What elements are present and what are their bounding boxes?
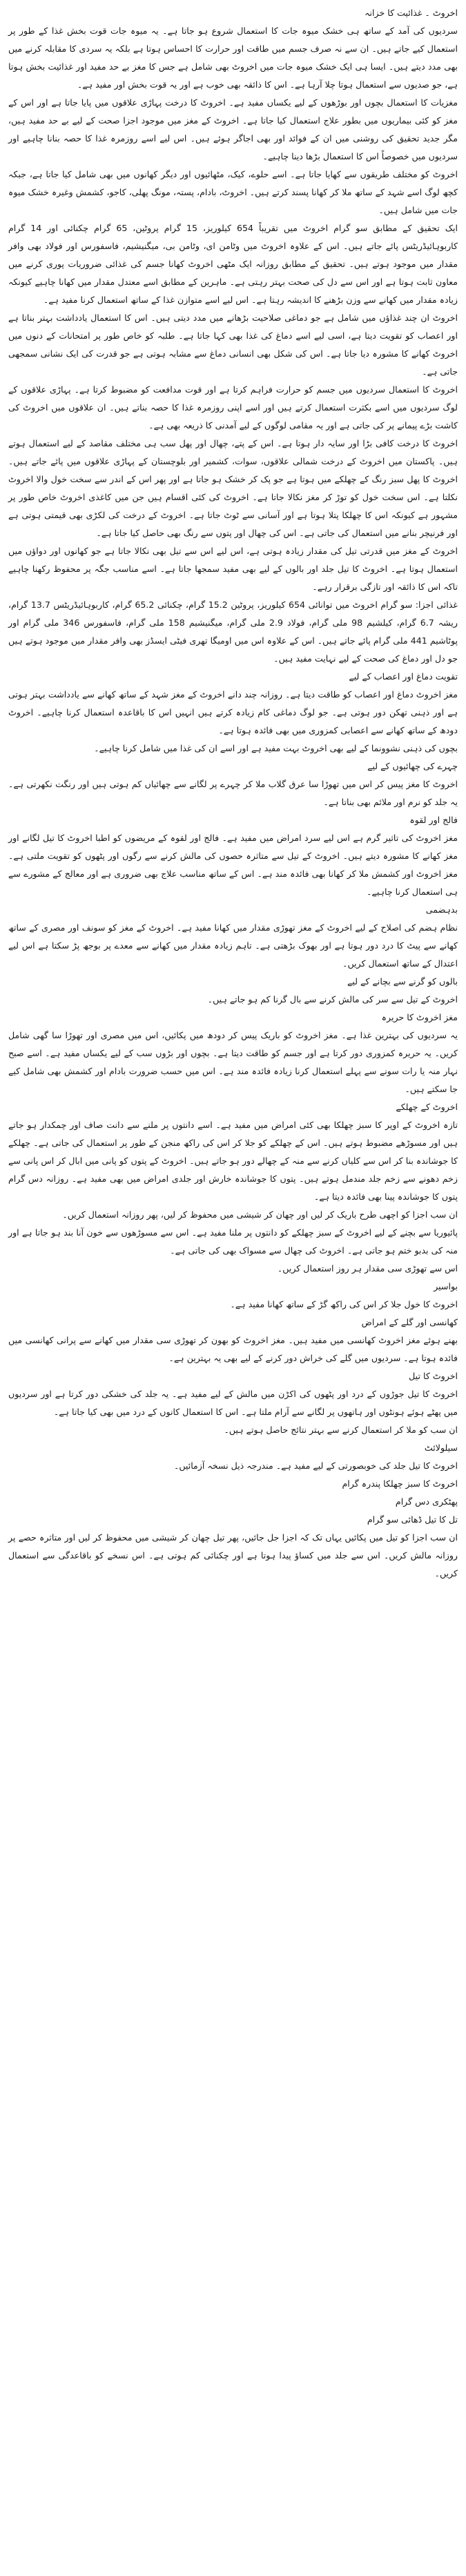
paragraph: اخروٹ کا سبز چھلکا پندرہ گرام — [342, 1478, 458, 1489]
paragraph: یہ سردیوں کی بہترین غذا ہے۔ مغز اخروٹ کو باریک پیس کر دودھ میں پکائیں، اس میں مصری اور تھوڑا سا گھی شامل کریں۔ یہ حریرہ کمزوری دور کرتا ہے اور جسم کو طاقت دیتا ہے۔ بچوں اور بڑوں سب کے لیے یکساں مفید ہے۔ اسے صبح نہار منہ یا رات سونے سے پہلے استعمال کرنا زیادہ فائدہ مند ہے۔ اس میں حسب ضرورت بادام اور کشمش بھی شامل کیے جا سکتے ہیں۔ — [8, 1030, 458, 1094]
section-heading: اخروٹ کا تیل — [409, 1371, 458, 1381]
paragraph: اخروٹ کو مختلف طریقوں سے کھایا جاتا ہے۔ اسے حلوے، کیک، مٹھائیوں اور دیگر کھانوں میں بھی شامل کیا جاتا ہے، جبکہ کچھ لوگ اسے شہد کے ساتھ ملا کر کھانا پسند کرتے ہیں۔ اخروٹ، بادام، پستہ، مونگ پھلی، کاجو، کشمش وغیرہ خشک میوہ جات میں شامل ہیں۔ — [8, 169, 458, 215]
article-body — [8, 22, 458, 1583]
paragraph: ان سب کو ملا کر استعمال کرنے سے بہتر نتائج حاصل ہوتے ہیں۔ — [224, 1425, 458, 1435]
paragraph: اخروٹ ان چند غذاؤں میں شامل ہے جو دماغی صلاحیت بڑھانے میں مدد دیتی ہیں۔ اس کا استعمال یادداشت بہتر بناتا ہے اور اعصاب کو تقویت دیتا ہے، اسی لیے اسے دماغ کی غذا بھی کہا جاتا ہے۔ طلبہ کو خاص طور پر امتحانات کے دنوں میں اخروٹ کھانے کا مشورہ دیا جاتا ہے۔ اس کی شکل بھی انسانی دماغ سے مشابہ ہوتی ہے جو قدرت کی ایک نشانی سمجھی جاتی ہے۔ — [8, 313, 458, 377]
paragraph: تازہ اخروٹ کے اوپر کا سبز چھلکا بھی کئی امراض میں مفید ہے۔ اسے دانتوں پر ملنے سے دانت صاف اور چمکدار ہو جاتے ہیں اور مسوڑھے مضبوط ہوتے ہیں۔ اس کے چھلکے کو جلا کر اس کی راکھ منجن کے طور پر استعمال کی جاتی ہے۔ چھلکے کا جوشاندہ بنا کر اس سے کلیاں کرنے سے منہ کے چھالے دور ہو جاتے ہیں۔ اخروٹ کے پتوں کو پانی میں ابال کر اس پانی سے زخم دھونے سے زخم جلد مندمل ہوتے ہیں۔ پتوں کا جوشاندہ خارش اور جلدی امراض میں بھی مفید ہے۔ روزانہ دس گرام پتوں کا جوشاندہ پینا بھی فائدہ دیتا ہے۔ — [8, 1120, 458, 1202]
paragraph: اس سے تھوڑی سی مقدار ہر روز استعمال کریں۔ — [277, 1263, 458, 1274]
paragraph: اخروٹ کا تیل جلد کی خوبصورتی کے لیے مفید ہے۔ مندرجہ ذیل نسخہ آزمائیں۔ — [173, 1460, 458, 1471]
paragraph: اخروٹ کا مغز پیس کر اس میں تھوڑا سا عرق گلاب ملا کر چہرے پر لگانے سے چھائیاں کم ہوتی ہیں اور رنگت نکھرتی ہے۔ یہ جلد کو نرم اور ملائم بھی بناتا ہے۔ — [8, 779, 458, 807]
paragraph: ایک تحقیق کے مطابق سو گرام اخروٹ میں تقریباً 654 کیلوریز، 15 گرام پروٹین، 65 گرام چکنائی اور 14 گرام کاربوہائیڈریٹس پائے جاتے ہیں۔ اس کے علاوہ اخروٹ میں وٹامن ای، وٹامن بی، میگنیشیم، فاسفورس اور فولاد بھی وافر مقدار میں موجود ہوتے ہیں۔ تحقیق کے مطابق روزانہ ایک مٹھی اخروٹ کھانا جسم کی غذائی ضروریات پوری کرنے میں معاون ثابت ہوتا ہے اور اس سے دل کی صحت بہتر رہتی ہے۔ ماہرین کے مطابق اسے معتدل مقدار میں کھانا چاہیے کیونکہ زیادہ مقدار میں کھانے سے وزن بڑھنے کا اندیشہ رہتا ہے۔ اس لیے اسے متوازن غذا کے ساتھ استعمال کرنا مفید ہے۔ — [8, 223, 458, 305]
section-heading: کھانسی اور گلے کے امراض — [361, 1317, 458, 1327]
paragraph: مغز اخروٹ دماغ اور اعصاب کو طاقت دیتا ہے۔ روزانہ چند دانے اخروٹ کے مغز شہد کے ساتھ کھانے سے یادداشت بہتر ہوتی ہے اور ذہنی تھکن دور ہوتی ہے۔ جو لوگ دماغی کام زیادہ کرتے ہیں انہیں اس کا باقاعدہ استعمال کرنا چاہیے۔ اخروٹ دودھ کے ساتھ کھانے سے اعصابی کمزوری میں بھی فائدہ ہوتا ہے۔ — [8, 689, 458, 735]
section-heading: سیلولائٹ — [424, 1443, 458, 1453]
paragraph: بھنے ہوئے مغز اخروٹ کھانسی میں مفید ہیں۔ مغز اخروٹ کو بھون کر تھوڑی سی مقدار میں کھانے سے پرانی کھانسی میں فائدہ ہوتا ہے۔ سردیوں میں گلے کی خراش دور کرنے کے لیے بھی یہ بہترین ہے۔ — [8, 1335, 458, 1363]
paragraph: اخروٹ کا خول جلا کر اس کی راکھ گڑ کے ساتھ کھانا مفید ہے۔ — [230, 1299, 458, 1309]
article-title: اخروٹ ۔ غذائیت کا خزانہ — [365, 8, 458, 18]
paragraph: پائیوریا سے بچنے کے لیے اخروٹ کے سبز چھلکے کو دانتوں پر ملنا مفید ہے۔ اس سے مسوڑھوں سے خون آنا بند ہو جاتا ہے اور منہ کی بدبو ختم ہو جاتی ہے۔ اخروٹ کی چھال سے مسواک بھی کی جاتی ہے۔ — [8, 1227, 458, 1256]
paragraph: پھٹکری دس گرام — [395, 1496, 458, 1507]
section-heading: بواسیر — [434, 1281, 458, 1291]
paragraph: سردیوں کی آمد کے ساتھ ہی خشک میوہ جات کا استعمال شروع ہو جاتا ہے۔ یہ میوہ جات قوت بخش غذا کے طور پر استعمال کیے جاتے ہیں۔ ان سے نہ صرف جسم میں طاقت اور حرارت کا احساس ہوتا ہے بلکہ یہ سردی کا مقابلہ کرنے میں بھی مدد دیتے ہیں۔ ایسا ہی ایک خشک میوہ جات میں اخروٹ بھی شامل ہے جس کا مغز بے حد مفید اور غذائیت بخش ہوتا ہے، جو صدیوں سے استعمال ہوتا چلا آرہا ہے۔ اس کا ذائقہ بھی خوب ہے اور یہ قوت بخش اور مفید ہے۔ — [8, 26, 458, 90]
paragraph: ان سب اجزا کو اچھی طرح باریک کر لیں اور چھان کر شیشی میں محفوظ کر لیں، پھر روزانہ استعمال کریں۔ — [62, 1209, 458, 1220]
paragraph: غذائی اجزا: سو گرام اخروٹ میں توانائی 654 کیلوریز، پروٹین 15.2 گرام، چکنائی 65.2 گرام، کاربوہائیڈریٹس 13.7 گرام، ریشہ 6.7 گرام، کیلشیم 98 ملی گرام، فولاد 2.9 ملی گرام، میگنیشیم 158 ملی گرام، فاسفورس 346 ملی گرام اور پوٹاشیم 441 ملی گرام پائے جاتے ہیں۔ اس کے علاوہ اس میں اومیگا تھری فیٹی ایسڈز بھی وافر مقدار میں موجود ہوتے ہیں جو دل اور دماغ کی صحت کے لیے نہایت مفید ہیں۔ — [8, 600, 458, 664]
paragraph: مغز اخروٹ کی تاثیر گرم ہے اس لیے سرد امراض میں مفید ہے۔ فالج اور لقوہ کے مریضوں کو اطبا اخروٹ کا تیل لگانے اور مغز کھانے کا مشورہ دیتے ہیں۔ اخروٹ کے تیل سے متاثرہ حصوں کی مالش کرنے سے رگوں اور پٹھوں کو تقویت ملتی ہے۔ مغز اخروٹ اور کشمش ملا کر کھانا بھی فائدہ مند ہے۔ اس کے ساتھ مناسب علاج بھی ضروری ہے اور معالج کے مشورے سے ہی استعمال کرنا چاہیے۔ — [8, 833, 458, 897]
paragraph: نظام ہضم کی اصلاح کے لیے اخروٹ کے مغز تھوڑی مقدار میں کھانا مفید ہے۔ اخروٹ کے مغز کو سونف اور مصری کے ساتھ کھانے سے پیٹ کا درد دور ہوتا ہے اور بھوک بڑھتی ہے۔ تاہم زیادہ مقدار میں کھانے سے معدے پر بوجھ پڑ سکتا ہے اس لیے اعتدال کے ساتھ استعمال کریں۔ — [8, 922, 458, 969]
paragraph: تل کا تیل ڈھائی سو گرام — [367, 1514, 458, 1525]
paragraph: اخروٹ کے تیل سے سر کی مالش کرنے سے بال گرنا کم ہو جاتے ہیں۔ — [207, 994, 458, 1004]
section-heading: چہرے کی چھائیوں کے لیے — [367, 761, 458, 771]
paragraph: اخروٹ کا استعمال سردیوں میں جسم کو حرارت فراہم کرتا ہے اور قوت مدافعت کو مضبوط کرتا ہے۔ پہاڑی علاقوں کے لوگ سردیوں میں اسے بکثرت استعمال کرتے ہیں اور اسے اپنی روزمرہ غذا کا حصہ بناتے ہیں۔ ان علاقوں میں اخروٹ کی کاشت بڑے پیمانے پر کی جاتی ہے اور یہ مقامی لوگوں کے لیے آمدنی کا ذریعہ بھی ہے۔ — [8, 384, 458, 430]
section-heading: بدہضمی — [425, 904, 458, 915]
paragraph: اخروٹ کا تیل جوڑوں کے درد اور پٹھوں کی اکڑن میں مالش کے لیے مفید ہے۔ یہ جلد کی خشکی دور کرتا ہے اور سردیوں میں پھٹے ہوئے ہونٹوں اور ہاتھوں پر لگانے سے آرام ملتا ہے۔ اس کا استعمال کانوں کے درد میں بھی کیا جاتا ہے۔ — [8, 1389, 458, 1417]
paragraph: ان سب اجزا کو تیل میں پکائیں یہاں تک کہ اجزا جل جائیں، پھر تیل چھان کر شیشی میں محفوظ کر لیں اور متاثرہ حصے پر روزانہ مالش کریں۔ اس سے جلد میں کساؤ پیدا ہوتا ہے اور چکنائی کم ہوتی ہے۔ اس نسخے کو باقاعدگی سے استعمال کریں۔ — [8, 1532, 458, 1578]
paragraph: اخروٹ کے مغز میں قدرتی تیل کی مقدار زیادہ ہوتی ہے، اس لیے اس سے تیل بھی نکالا جاتا ہے جو کھانوں اور دواؤں میں استعمال ہوتا ہے۔ اخروٹ کا تیل جلد اور بالوں کے لیے بھی مفید سمجھا جاتا ہے۔ اسے مناسب جگہ پر محفوظ رکھنا چاہیے تاکہ اس کا ذائقہ اور تازگی برقرار رہے۔ — [8, 546, 458, 592]
section-heading: اخروٹ کے چھلکے — [396, 1102, 458, 1112]
paragraph: مغزیات کا استعمال بچوں اور بوڑھوں کے لیے یکساں مفید ہے۔ اخروٹ کا درخت پہاڑی علاقوں میں پایا جاتا ہے اور اس کے مغز کو کئی بیماریوں میں بطور علاج استعمال کیا جاتا ہے۔ اخروٹ کے مغز میں موجود اجزا صحت کے لیے بے حد مفید ہیں، مگر جدید تحقیق کی روشنی میں ان کے فوائد اور بھی اجاگر ہوئے ہیں۔ اس لیے اسے روزمرہ غذا کا حصہ بنانا چاہیے اور سردیوں میں خصوصاً اس کا استعمال بڑھا دینا چاہیے۔ — [8, 97, 458, 161]
section-heading: مغز اخروٹ کا حریرہ — [381, 1012, 458, 1022]
paragraph: بچوں کی ذہنی نشوونما کے لیے بھی اخروٹ بہت مفید ہے اور اسے ان کی غذا میں شامل کرنا چاہیے۔ — [94, 743, 458, 753]
section-heading: بالوں کو گرنے سے بچانے کے لیے — [347, 976, 458, 987]
section-heading: فالج اور لقوہ — [409, 815, 458, 825]
paragraph: اخروٹ کا درخت کافی بڑا اور سایہ دار ہوتا ہے۔ اس کے پتے، چھال اور پھل سب ہی مختلف مقاصد کے لیے استعمال ہوتے ہیں۔ پاکستان میں اخروٹ کے درخت شمالی علاقوں، سوات، کشمیر اور بلوچستان کے پہاڑی علاقوں میں پائے جاتے ہیں۔ اخروٹ کا پھل سبز رنگ کے چھلکے میں ہوتا ہے جو پک کر خشک ہو جاتا ہے اور پھر اس کے اندر سے سخت خول والا اخروٹ نکلتا ہے۔ اس سخت خول کو توڑ کر مغز نکالا جاتا ہے۔ اخروٹ کی کئی اقسام ہیں جن میں کاغذی اخروٹ خاص طور پر مشہور ہے کیونکہ اس کا چھلکا پتلا ہوتا ہے اور آسانی سے ٹوٹ جاتا ہے۔ اخروٹ کے درخت کی لکڑی بھی قیمتی ہوتی ہے اور فرنیچر بنانے میں استعمال کی جاتی ہے۔ اس کی چھال اور پتوں سے رنگ بھی حاصل کیا جاتا ہے۔ — [8, 438, 458, 538]
section-heading: تقویت دماغ اور اعصاب کے لیے — [349, 671, 458, 682]
